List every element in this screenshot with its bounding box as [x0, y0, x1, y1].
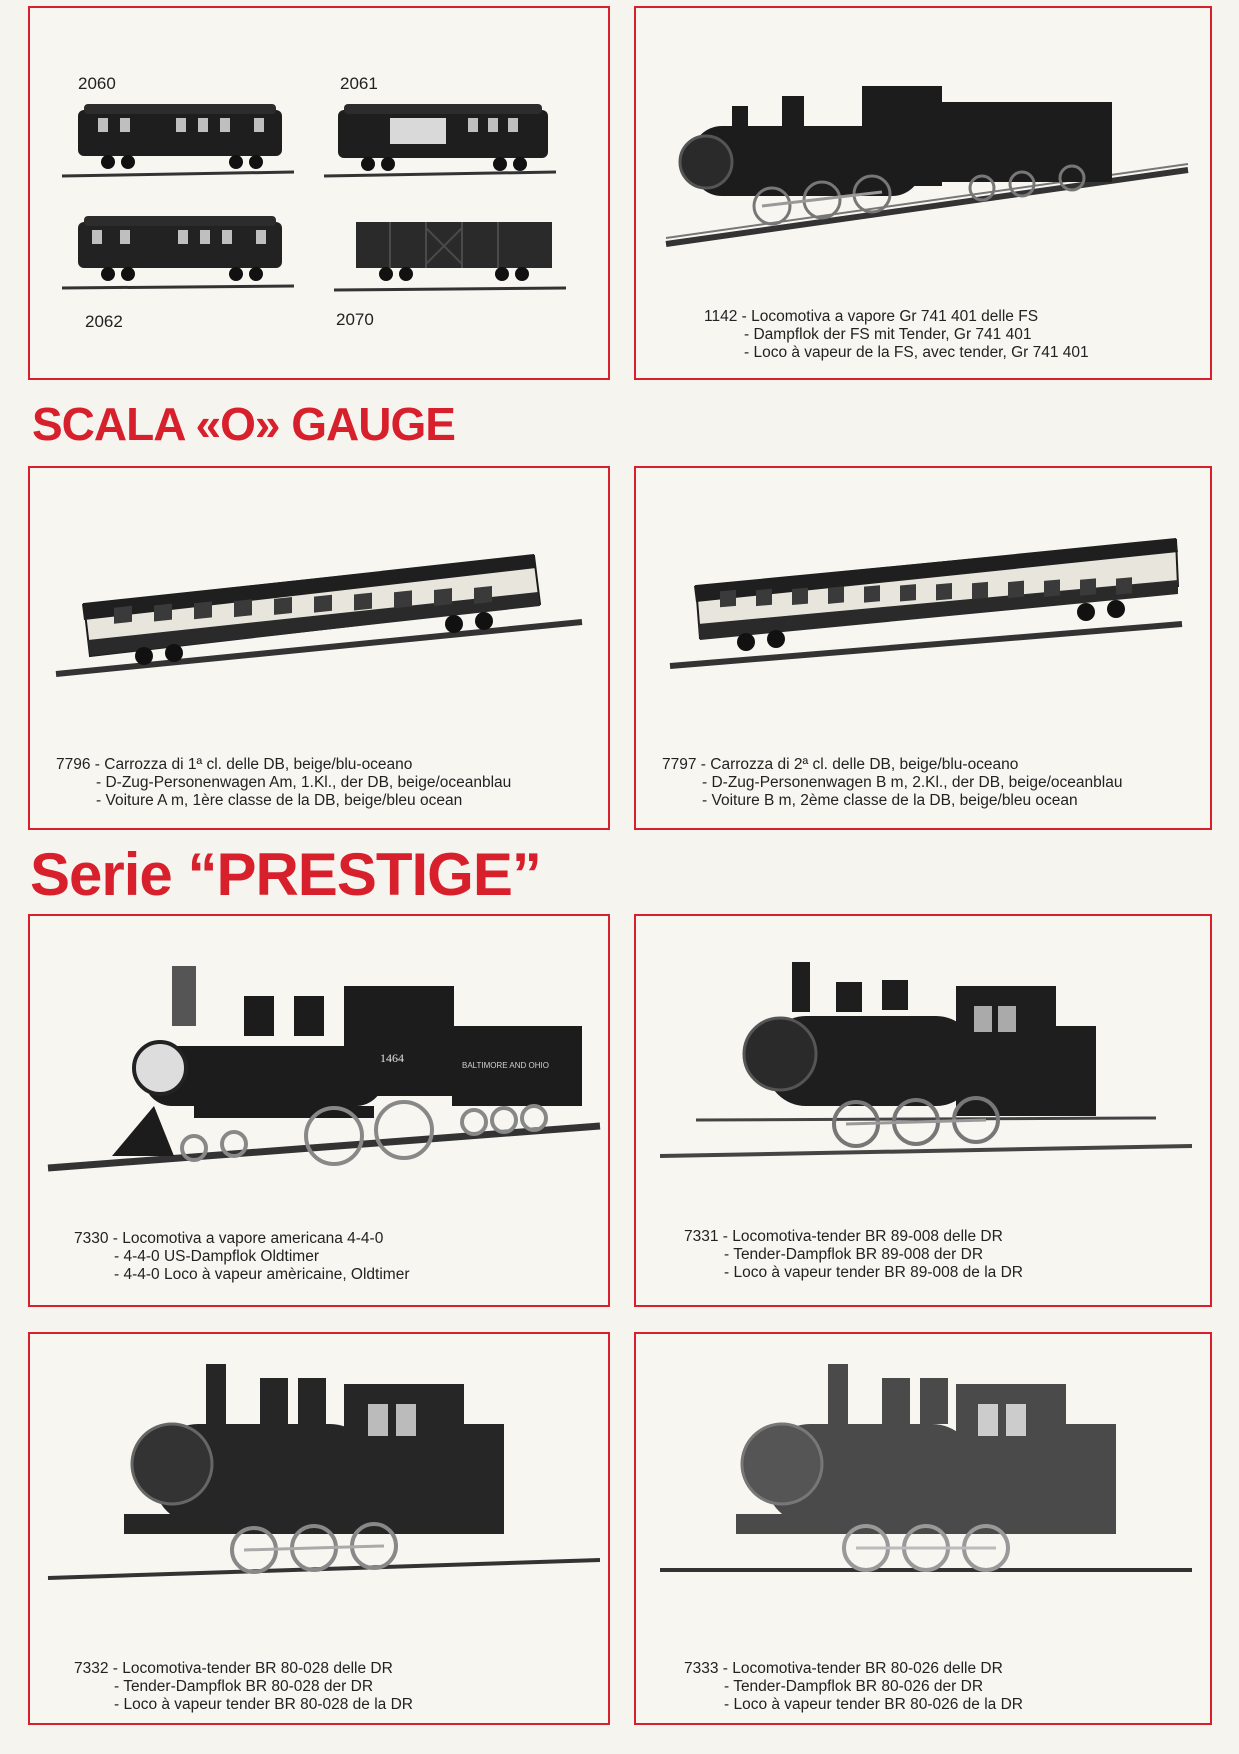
- caption-7330: [74, 1230, 410, 1284]
- caption-line-it: - Carrozza di 2ª cl. delle DB, beige/blu-oceano: [700, 756, 1019, 773]
- caption-line-it: - Locomotiva-tender BR 89-008 delle DR: [722, 1228, 1003, 1245]
- wagon-2070-image: [330, 208, 570, 303]
- svg-text:1464: 1464: [380, 1051, 404, 1065]
- caption-line-de: - 4-4-0 US-Dampflok Oldtimer: [114, 1248, 319, 1265]
- wagons-panel: [28, 6, 610, 380]
- caption-7333: [684, 1660, 1023, 1714]
- locomotive-7330-image: [44, 956, 604, 1176]
- product-7796-panel: [28, 466, 610, 830]
- caption-line-fr: - Voiture B m, 2ème classe de la DB, beige/bleu ocean: [702, 792, 1078, 809]
- caption-line-de: - D-Zug-Personenwagen B m, 2.Kl., der DB, beige/oceanblau: [702, 774, 1123, 791]
- product-7797-panel: [634, 466, 1212, 830]
- caption-1142: [704, 308, 1089, 362]
- caption-line-fr: - Loco à vapeur de la FS, avec tender, Gr 741 401: [744, 344, 1089, 361]
- wagon-number-2061: 2061: [340, 74, 378, 93]
- item-number: 7331: [684, 1228, 719, 1245]
- caption-7331: [684, 1228, 1023, 1282]
- wagon-number-2070: 2070: [336, 310, 374, 329]
- wagon-2061-image: [320, 96, 560, 191]
- wagon-2062-image: [58, 208, 298, 303]
- caption-line-fr: - 4-4-0 Loco à vapeur amèricaine, Oldtimer: [114, 1266, 410, 1283]
- caption-line-de: - Dampflok der FS mit Tender, Gr 741 401: [744, 326, 1032, 343]
- caption-line-fr: - Loco à vapeur tender BR 80-028 de la DR: [114, 1696, 413, 1713]
- locomotive-1142-image: [662, 66, 1192, 256]
- item-number: 7333: [684, 1660, 719, 1677]
- item-number: 7796: [56, 756, 91, 773]
- item-number: 1142: [704, 308, 738, 325]
- svg-text:BALTIMORE AND OHIO: BALTIMORE AND OHIO: [462, 1061, 549, 1070]
- caption-line-de: - D-Zug-Personenwagen Am, 1.Kl., der DB, beige/oceanblau: [96, 774, 512, 791]
- caption-line-it: - Locomotiva a vapore americana 4-4-0: [112, 1230, 384, 1247]
- item-number: 7797: [662, 756, 697, 773]
- coach-7797-image: [666, 528, 1186, 678]
- product-7330-panel: [28, 914, 610, 1307]
- coach-7796-image: [54, 544, 584, 684]
- caption-line-fr: - Voiture A m, 1ère classe de la DB, beige/bleu ocean: [96, 792, 463, 809]
- caption-line-it: - Locomotiva a vapore Gr 741 401 delle FS: [741, 308, 1039, 325]
- item-number: 7332: [74, 1660, 109, 1677]
- caption-line-it: - Carrozza di 1ª cl. delle DB, beige/blu-oceano: [94, 756, 413, 773]
- caption-line-fr: - Loco à vapeur tender BR 80-026 de la DR: [724, 1696, 1023, 1713]
- product-7331-panel: [634, 914, 1212, 1307]
- locomotive-7333-image: [656, 1364, 1196, 1594]
- locomotive-7331-image: [656, 956, 1196, 1166]
- item-number: 7330: [74, 1230, 109, 1247]
- caption-line-de: - Tender-Dampflok BR 80-026 der DR: [724, 1678, 984, 1695]
- wagon-2060-image: [58, 96, 298, 191]
- caption-line-it: - Locomotiva-tender BR 80-026 delle DR: [722, 1660, 1003, 1677]
- locomotive-7332-image: [44, 1364, 604, 1594]
- product-7333-panel: [634, 1332, 1212, 1725]
- caption-line-de: - Tender-Dampflok BR 80-028 der DR: [114, 1678, 374, 1695]
- caption-line-de: - Tender-Dampflok BR 89-008 der DR: [724, 1246, 984, 1263]
- wagon-number-2062: 2062: [85, 312, 123, 331]
- caption-7332: [74, 1660, 413, 1714]
- caption-line-fr: - Loco à vapeur tender BR 89-008 de la DR: [724, 1264, 1023, 1281]
- section-heading-scala-o-gauge: SCALA «O» GAUGE: [32, 398, 455, 450]
- caption-line-it: - Locomotiva-tender BR 80-028 delle DR: [112, 1660, 393, 1677]
- wagon-number-2060: 2060: [78, 74, 116, 93]
- caption-7797: [662, 756, 1122, 810]
- product-1142-panel: [634, 6, 1212, 380]
- caption-7796: [56, 756, 511, 810]
- section-heading-serie-prestige: Serie “PRESTIGE”: [30, 841, 541, 908]
- product-7332-panel: [28, 1332, 610, 1725]
